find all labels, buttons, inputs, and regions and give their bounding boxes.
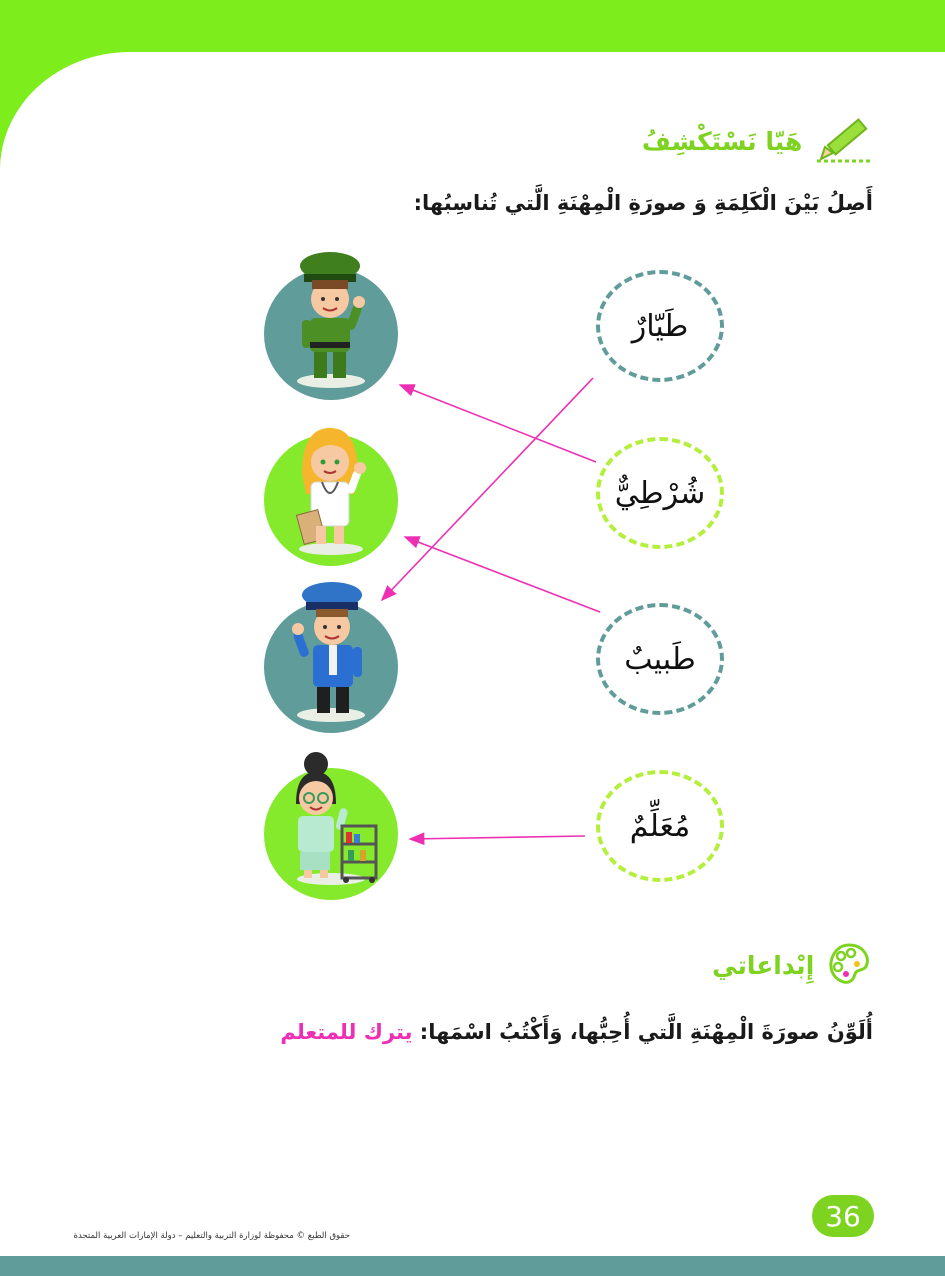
palette-icon: [827, 942, 871, 992]
word-circle-doctor[interactable]: [596, 603, 724, 715]
bottom-teal-band: [0, 1256, 945, 1276]
teacher-illustration: [264, 768, 398, 900]
word-police: شُرْطِيٌّ: [614, 475, 706, 511]
doctor-illustration: [264, 434, 398, 566]
word-pilot: طَيّارٌ: [631, 308, 689, 344]
page-number: 36: [825, 1199, 861, 1233]
matching-instruction: أَصِلُ بَيْنَ الْكَلِمَةِ وَ صورَةِ الْمِهْنَةِ الَّتي تُناسِبُها:: [413, 191, 873, 215]
coloring-instruction: [280, 1020, 873, 1044]
match-line-teacher: [410, 836, 585, 839]
coloring-instruction-text: أُلَوِّنُ صورَةَ الْمِهْنَةِ الَّتي أُحِبُّها، وَأَكْتُبُ اسْمَها:: [419, 1020, 873, 1044]
picture-teacher[interactable]: [264, 768, 398, 900]
picture-pilot[interactable]: [264, 601, 398, 733]
copyright-text: حقوق الطبع © محفوظة لوزارة التربية والتعليم – دولة الإمارات العربية المتحدة: [73, 1231, 350, 1241]
picture-police-officer[interactable]: [264, 268, 398, 400]
word-circle-teacher[interactable]: [596, 770, 724, 882]
word-circle-police[interactable]: [596, 437, 724, 549]
top-green-band: [0, 0, 945, 52]
word-doctor: طَبيبٌ: [624, 641, 696, 677]
match-line-doctor: [405, 537, 600, 612]
creativity-title-text: إِبْداعاتي: [712, 951, 815, 980]
top-corner-curve: [0, 0, 130, 170]
explore-title-text: هَيّا نَسْتَكْشِفُ: [641, 127, 803, 156]
creativity-section-title: [712, 942, 871, 992]
pilot-illustration: [264, 601, 398, 733]
word-teacher: مُعَلِّمٌ: [629, 808, 691, 844]
word-circle-pilot[interactable]: [596, 270, 724, 382]
page-number-badge: [812, 1195, 874, 1237]
pencil-icon: [815, 115, 873, 171]
picture-doctor[interactable]: [264, 434, 398, 566]
match-line-police: [400, 385, 596, 462]
match-line-pilot: [382, 378, 593, 600]
police-officer-illustration: [264, 268, 398, 400]
explore-section-title: [642, 115, 873, 171]
teacher-note: يترك للمتعلم: [280, 1020, 413, 1044]
